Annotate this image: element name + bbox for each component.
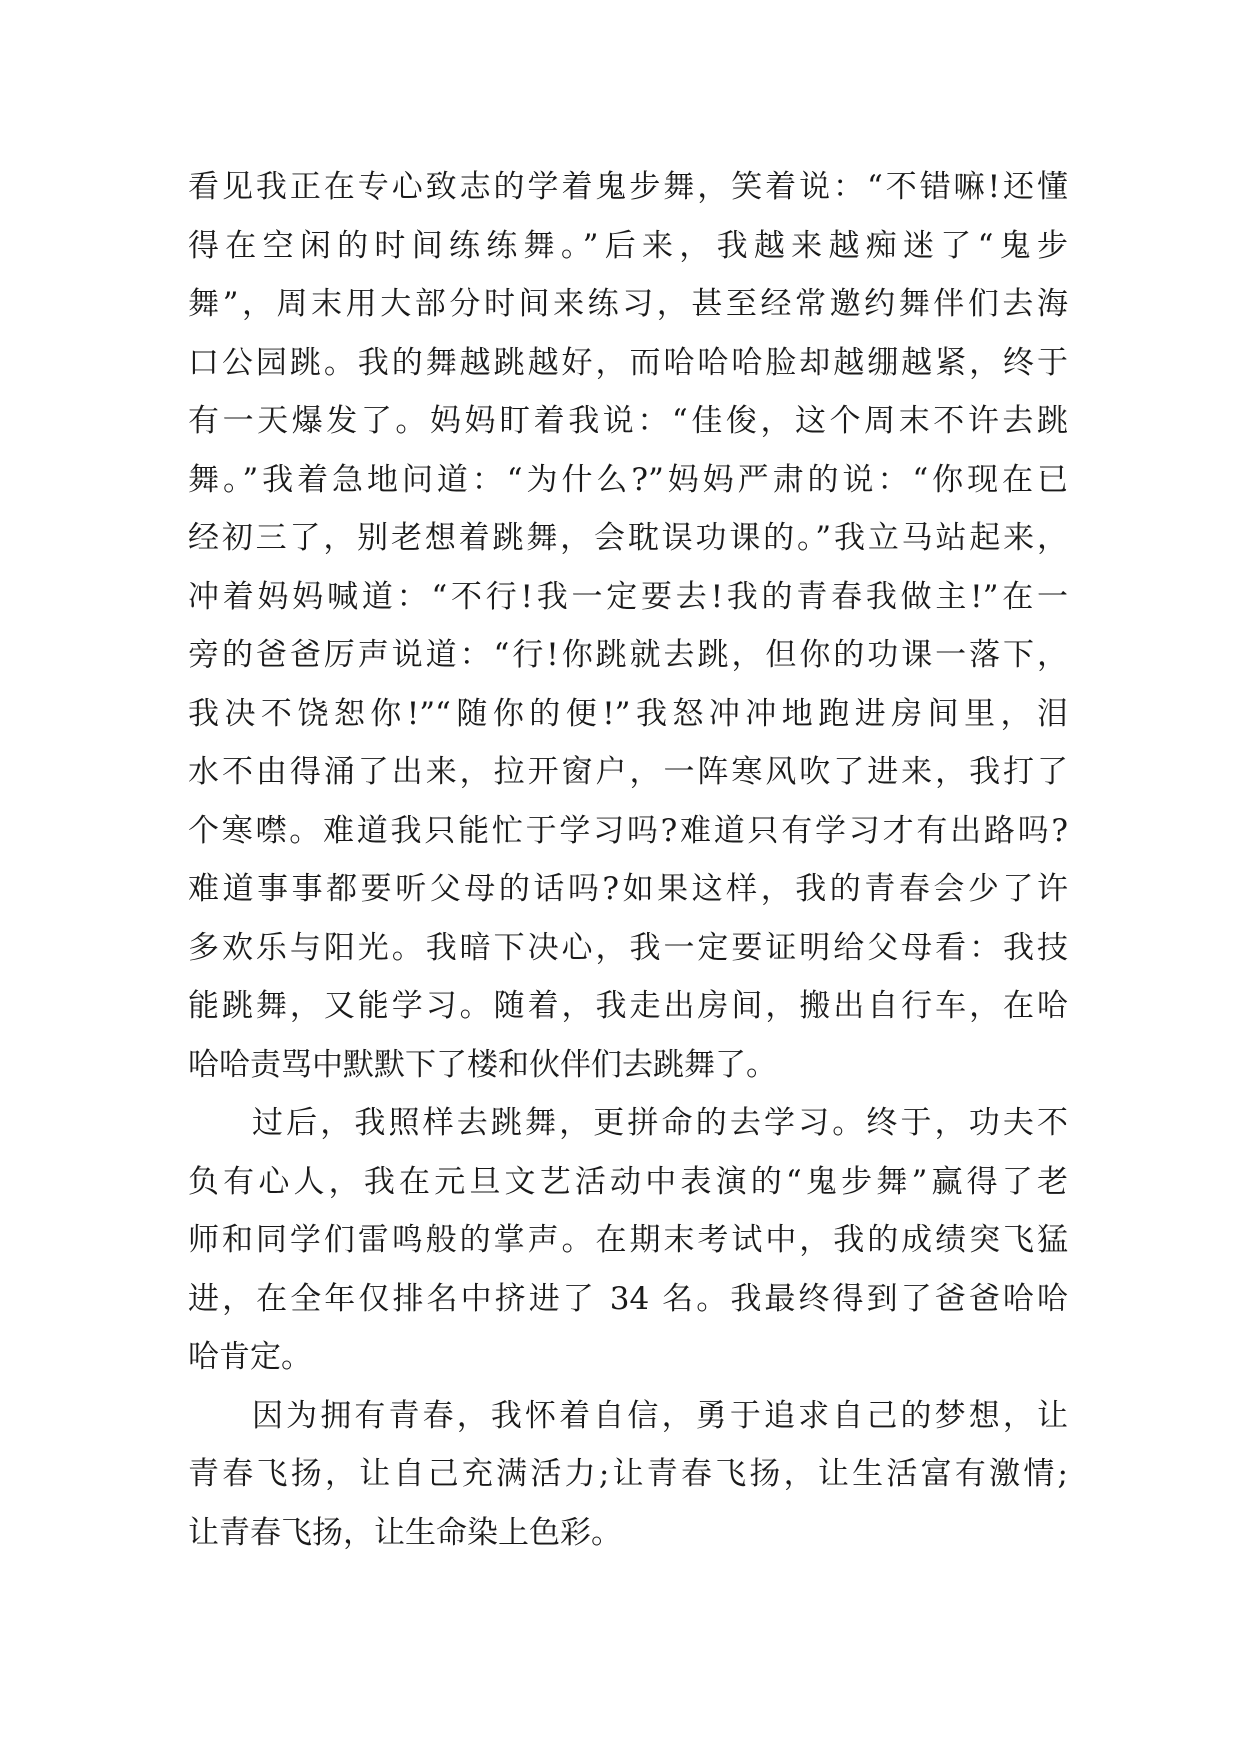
text-line: 进，在全年仅排名中挤进了 34 名。我最终得到了爸爸哈哈: [188, 1280, 1068, 1317]
text-line: 得在空闲的时间练练舞。”后来，我越来越痴迷了“鬼步: [188, 227, 1068, 264]
text-line: 看见我正在专心致志的学着鬼步舞，笑着说：“不错嘛!还懂: [188, 169, 1068, 205]
text-line: 师和同学们雷鸣般的掌声。在期末考试中，我的成绩突飞猛: [188, 1222, 1068, 1258]
text-line: 个寒噤。难道我只能忙于学习吗?难道只有学习才有出路吗?: [188, 812, 1068, 849]
text-line: 舞。”我着急地问道：“为什么?”妈妈严肃的说：“你现在已: [188, 461, 1068, 498]
text-line: 青春飞扬，让自己充满活力;让青春飞扬，让生活富有激情;: [188, 1456, 1068, 1492]
text-line: 水不由得涌了出来，拉开窗户，一阵寒风吹了进来，我打了: [188, 754, 1068, 790]
text-line: 过后，我照样去跳舞，更拼命的去学习。终于，功夫不: [252, 1105, 1068, 1141]
text-line: 舞”，周末用大部分时间来练习，甚至经常邀约舞伴们去海: [188, 286, 1068, 322]
text-line: 因为拥有青春，我怀着自信，勇于追求自己的梦想，让: [252, 1397, 1068, 1434]
text-line: 口公园跳。我的舞越跳越好，而哈哈哈脸却越绷越紧，终于: [188, 344, 1068, 381]
text-line: 有一天爆发了。妈妈盯着我说：“佳俊，这个周末不许去跳: [188, 403, 1068, 439]
text-line: 哈哈责骂中默默下了楼和伙伴们去跳舞了。: [188, 1046, 777, 1083]
text-line: 难道事事都要听父母的话吗?如果这样，我的青春会少了许: [188, 871, 1068, 907]
text-line: 冲着妈妈喊道：“不行!我一定要去!我的青春我做主!”在一: [188, 578, 1068, 615]
body-text: [188, 158, 1068, 1562]
text-line: 经初三了，别老想着跳舞，会耽误功课的。”我立马站起来，: [188, 520, 1068, 556]
text-line: 多欢乐与阳光。我暗下决心，我一定要证明给父母看：我技: [188, 929, 1068, 966]
text-line: 旁的爸爸厉声说道：“行!你跳就去跳，但你的功课一落下，: [188, 637, 1068, 673]
text-line: 能跳舞，又能学习。随着，我走出房间，搬出自行车，在哈: [188, 988, 1068, 1024]
text-line: 我决不饶恕你!”“随你的便!”我怒冲冲地跑进房间里，泪: [188, 695, 1068, 732]
text-line: 负有心人，我在元旦文艺活动中表演的“鬼步舞”赢得了老: [188, 1163, 1068, 1200]
text-line: 哈肯定。: [188, 1339, 312, 1375]
text-line: 让青春飞扬，让生命染上色彩。: [188, 1514, 622, 1551]
